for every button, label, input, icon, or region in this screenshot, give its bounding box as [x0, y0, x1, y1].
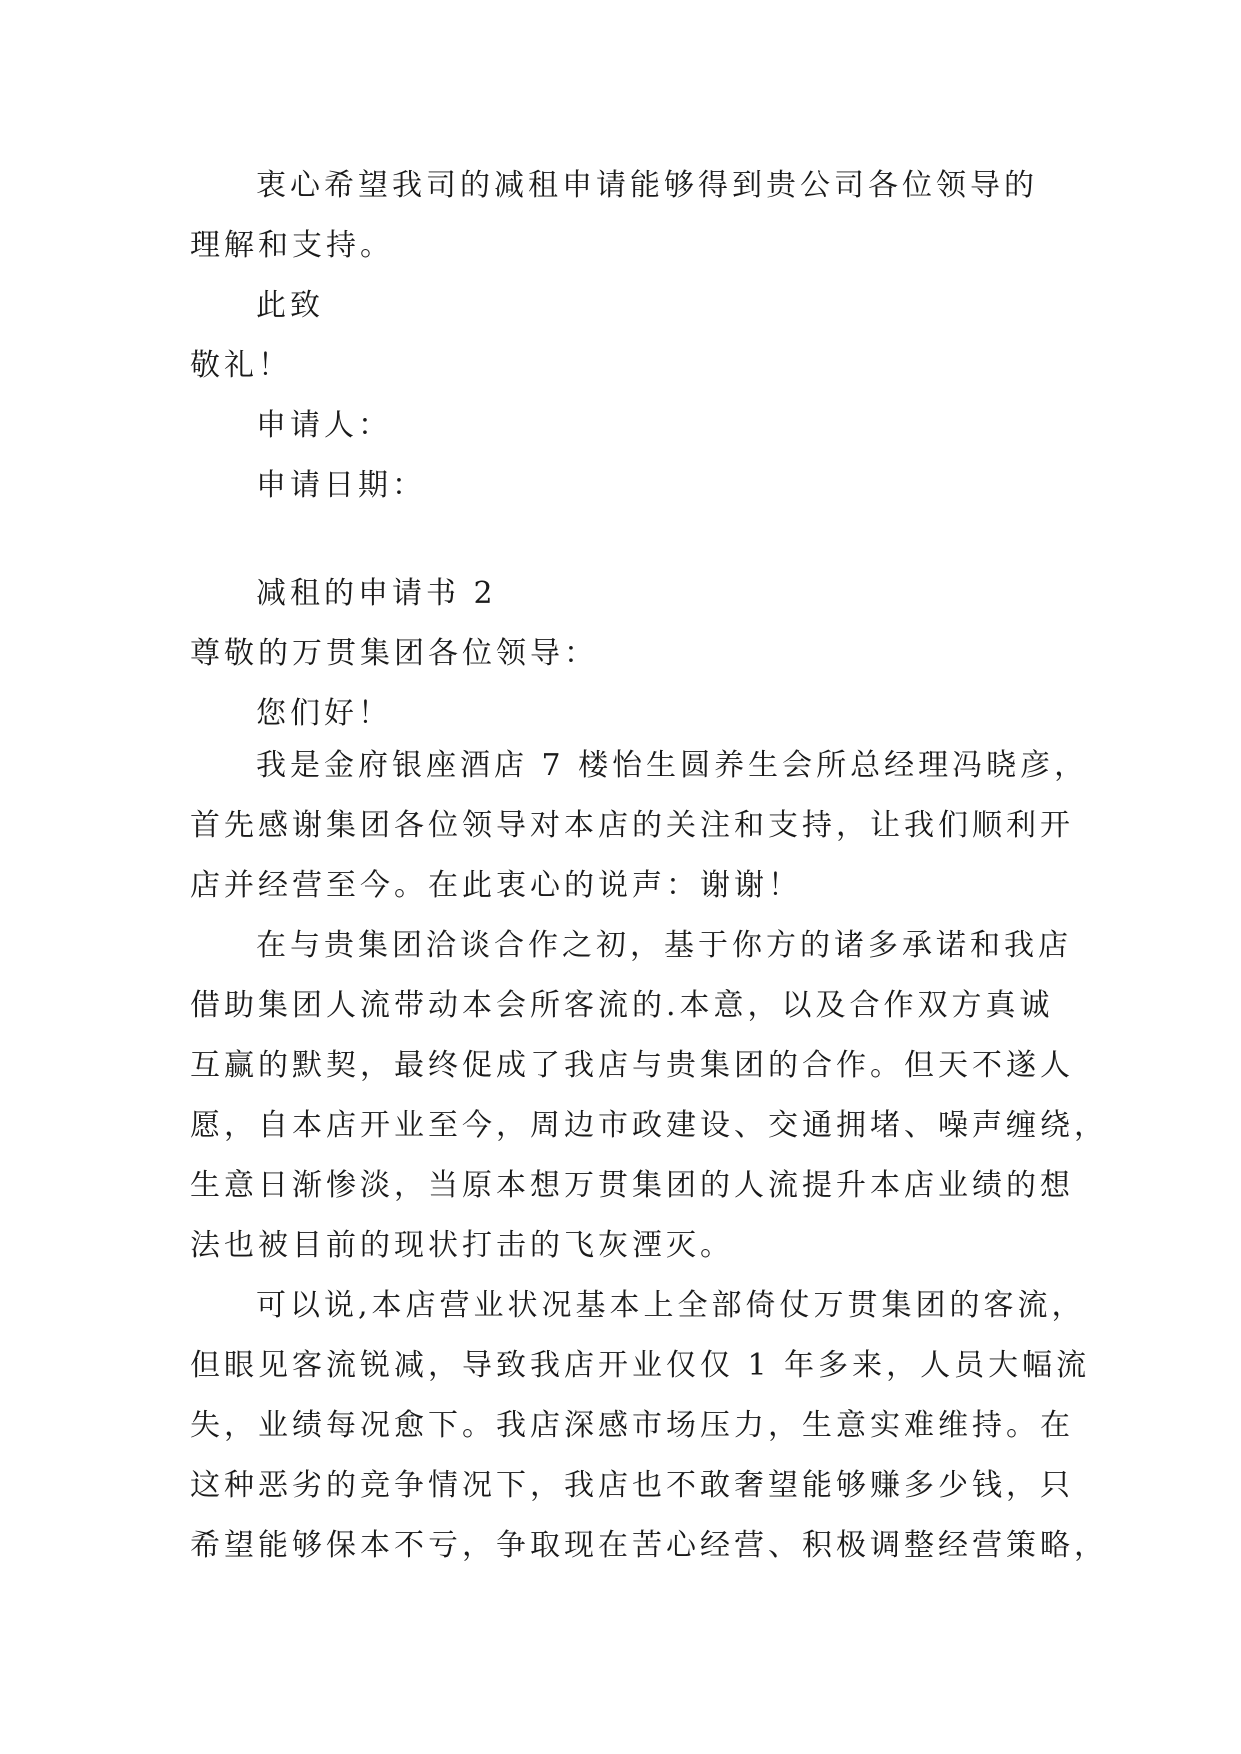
paragraph-line: 借助集团人流带动本会所客流的.本意，以及合作双方真诚 — [190, 988, 1054, 1023]
paragraph-line: 店并经营至今。在此衷心的说声：谢谢！ — [190, 868, 802, 903]
closing-phrase: 此致 — [256, 288, 324, 323]
paragraph-line: 可以说,本店营业状况基本上全部倚仗万贯集团的客流， — [256, 1288, 1086, 1323]
paragraph-line: 希望能够保本不亏，争取现在苦心经营、积极调整经营策略， — [190, 1528, 1108, 1563]
paragraph-line: 互赢的默契，最终促成了我店与贵集团的合作。但天不遂人 — [190, 1048, 1074, 1083]
greeting: 您们好！ — [256, 696, 392, 731]
paragraph-line: 首先感谢集团各位领导对本店的关注和支持，让我们顺利开 — [190, 808, 1074, 843]
salutation: 尊敬的万贯集团各位领导： — [190, 636, 598, 671]
letter-heading-section — [190, 564, 1050, 744]
letter-title: 减租的申请书 2 — [256, 576, 497, 611]
letter-closing-section — [190, 156, 1050, 516]
paragraph-line: 我是金府银座酒店 7 楼怡生圆养生会所总经理冯晓彦， — [256, 748, 1089, 783]
paragraph-line: 法也被目前的现状打击的飞灰湮灭。 — [190, 1228, 734, 1263]
paragraph-line: 但眼见客流锐减，导致我店开业仅仅 1 年多来，人员大幅流 — [190, 1348, 1091, 1383]
closing-salute: 敬礼！ — [190, 348, 292, 383]
paragraph-line: 失，业绩每况愈下。我店深感市场压力，生意实难维持。在 — [190, 1408, 1074, 1443]
paragraph-line: 生意日渐惨淡，当原本想万贯集团的人流提升本店业绩的想 — [190, 1168, 1074, 1203]
application-date-label: 申请日期： — [256, 468, 426, 503]
paragraph-line: 衷心希望我司的减租申请能够得到贵公司各位领导的 — [256, 168, 1038, 203]
paragraph-line: 在与贵集团洽谈合作之初，基于你方的诸多承诺和我店 — [256, 928, 1072, 963]
paragraph-line: 理解和支持。 — [190, 228, 394, 263]
applicant-label: 申请人： — [256, 408, 392, 443]
paragraph-line: 愿，自本店开业至今，周边市政建设、交通拥堵、噪声缠绕， — [190, 1108, 1108, 1143]
paragraph-line: 这种恶劣的竞争情况下，我店也不敢奢望能够赚多少钱，只 — [190, 1468, 1074, 1503]
letter-body-section — [190, 736, 1108, 1576]
